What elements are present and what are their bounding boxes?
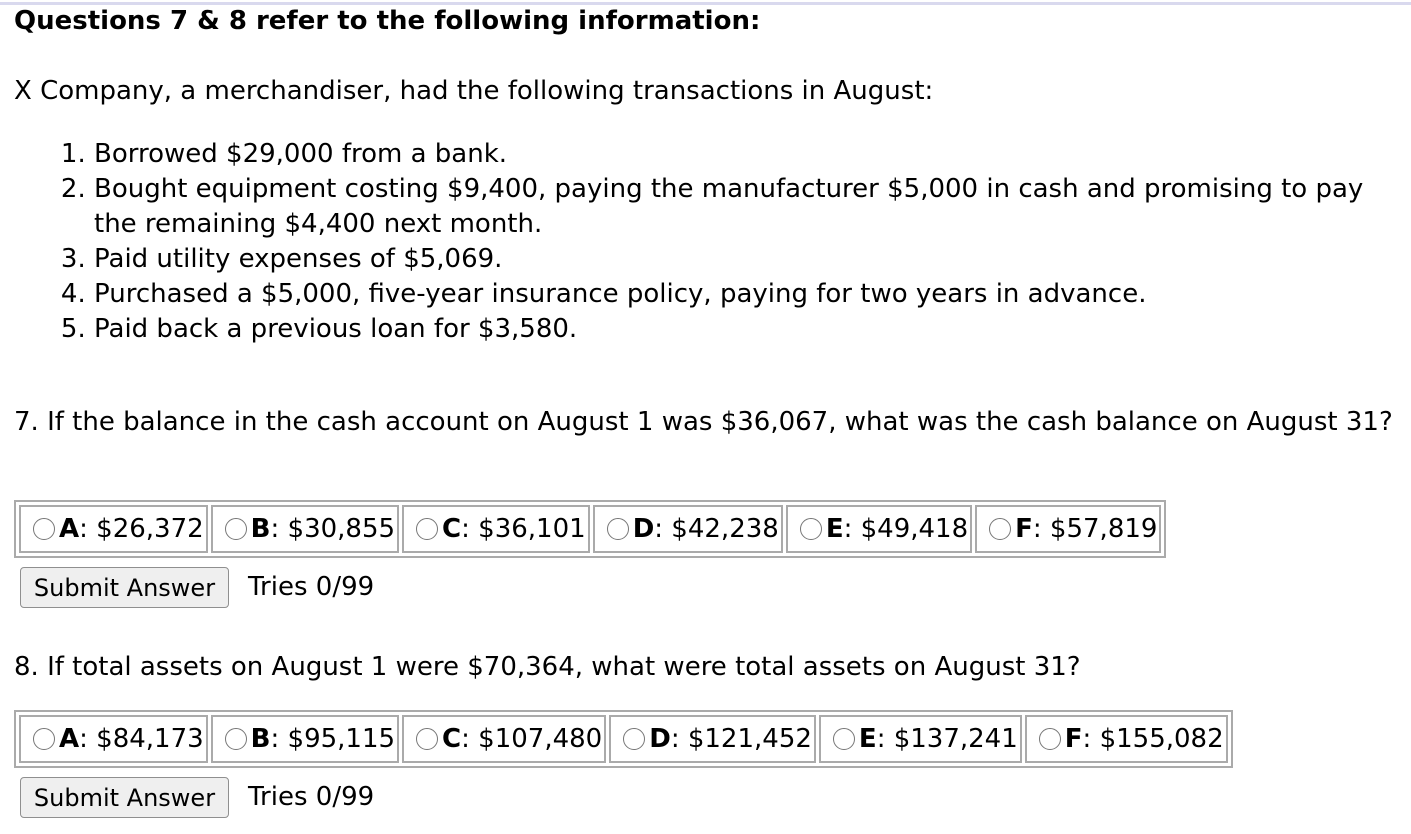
submit-answer-button-q7[interactable]: Submit Answer — [20, 567, 229, 608]
choice-value: : $107,480 — [461, 724, 603, 754]
radio-button[interactable] — [416, 518, 438, 540]
question-7-choices — [14, 500, 1166, 558]
transaction-list — [14, 137, 1411, 347]
radio-button[interactable] — [225, 728, 247, 750]
choice-letter: A — [59, 724, 80, 754]
choice-8f[interactable] — [1025, 715, 1228, 763]
choice-letter: A — [59, 514, 80, 544]
choice-7a[interactable] — [19, 505, 208, 553]
choice-7e[interactable] — [786, 505, 972, 553]
choice-letter: F — [1064, 724, 1083, 754]
choice-value: : $26,372 — [79, 514, 204, 544]
choice-letter: F — [1015, 514, 1033, 544]
radio-button[interactable] — [33, 728, 55, 750]
transaction-item: 4. Purchased a $5,000, five-year insurance policy, paying for two years in advance. — [94, 277, 1411, 312]
choice-value: : $49,418 — [843, 514, 969, 544]
tries-counter-q7: Tries 0/99 — [248, 572, 375, 602]
choice-letter: E — [825, 514, 844, 544]
transaction-item: 5. Paid back a previous loan for $3,580. — [94, 312, 1411, 347]
choice-letter: C — [442, 724, 462, 754]
transaction-item: 1. Borrowed $29,000 from a bank. — [94, 137, 1411, 172]
question-8-choices — [14, 710, 1233, 768]
choice-7b[interactable] — [211, 505, 399, 553]
choice-8b[interactable] — [211, 715, 399, 763]
choice-value: : $137,241 — [876, 724, 1018, 754]
choice-7c[interactable] — [402, 505, 590, 553]
choice-7d[interactable] — [593, 505, 783, 553]
radio-button[interactable] — [833, 728, 855, 750]
radio-button[interactable] — [623, 728, 645, 750]
choice-8e[interactable] — [819, 715, 1022, 763]
top-divider — [0, 2, 1411, 5]
choice-letter: D — [632, 514, 655, 544]
transaction-item: 3. Paid utility expenses of $5,069. — [94, 242, 1411, 277]
question-8-text: 8. If total assets on August 1 were $70,364, what were total assets on August 31? — [14, 652, 1081, 682]
choice-value: : $36,101 — [461, 514, 586, 544]
radio-button[interactable] — [33, 518, 55, 540]
radio-button[interactable] — [800, 518, 822, 540]
choice-7f[interactable] — [975, 505, 1161, 553]
submit-answer-button-q8[interactable]: Submit Answer — [20, 777, 229, 818]
question-7-text: 7. If the balance in the cash account on August 1 was $36,067, what was the cash balance on August 31? — [14, 407, 1393, 437]
choice-value: : $84,173 — [79, 724, 204, 754]
choice-8a[interactable] — [19, 715, 208, 763]
choice-8c[interactable] — [402, 715, 606, 763]
intro-text: X Company, a merchandiser, had the following transactions in August: — [14, 76, 934, 106]
choice-letter: D — [649, 724, 671, 754]
tries-counter-q8: Tries 0/99 — [248, 782, 375, 812]
choice-value: : $57,819 — [1032, 514, 1158, 544]
choice-letter: E — [858, 724, 877, 754]
choice-value: : $30,855 — [270, 514, 396, 544]
choice-letter: B — [250, 514, 271, 544]
choice-value: : $155,082 — [1082, 724, 1224, 754]
choice-letter: B — [250, 724, 271, 754]
choice-letter: C — [442, 514, 462, 544]
choice-8d[interactable] — [609, 715, 816, 763]
radio-button[interactable] — [989, 518, 1011, 540]
radio-button[interactable] — [416, 728, 438, 750]
section-heading: Questions 7 & 8 refer to the following information: — [14, 6, 761, 36]
choice-value: : $42,238 — [654, 514, 779, 544]
radio-button[interactable] — [225, 518, 247, 540]
choice-value: : $95,115 — [270, 724, 396, 754]
radio-button[interactable] — [1039, 728, 1061, 750]
transaction-item: 2. Bought equipment costing $9,400, paying the manufacturer $5,000 in cash and promising to pay the remaining $4,400 next month. — [94, 172, 1411, 242]
choice-value: : $121,452 — [670, 724, 812, 754]
radio-button[interactable] — [607, 518, 629, 540]
